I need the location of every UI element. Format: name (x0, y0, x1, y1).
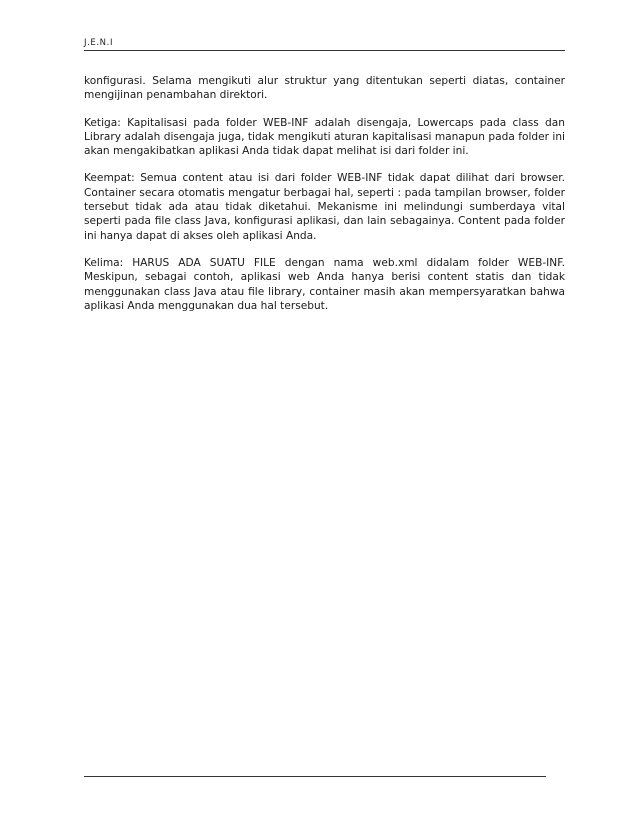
paragraph-kelima: Kelima: HARUS ADA SUATU FILE dengan nama web.xml didalam folder WEB-INF. Meskipun, sebagai contoh, aplikasi web Anda hanya berisi content statis dan tidak menggunakan class Java atau file library, container masih akan mempersyaratkan bahwa aplikasi Anda menggunakan dua hal tersebut. (84, 256, 565, 312)
paragraph-continuation: konfigurasi. Selama mengikuti alur struktur yang ditentukan seperti diatas, container mengijinan penambahan direktori. (84, 75, 565, 102)
paragraph-ketiga: Ketiga: Kapitalisasi pada folder WEB-INF adalah disengaja, Lowercaps pada class dan Library adalah disengaja juga, tidak mengikuti aturan kapitalisasi manapun pada folder ini akan mengakibatkan aplikasi Anda tidak dapat melihat isi dari folder ini. (84, 116, 565, 158)
footer-divider (84, 776, 546, 777)
header-label: J.E.N.I (84, 38, 114, 48)
paragraph-keempat: Keempat: Semua content atau isi dari folder WEB-INF tidak dapat dilihat dari browser. Container secara otomatis mengatur berbagai hal, seperti : pada tampilan browser, folder tersebut tidak ada atau tidak diketahui. Mekanisme ini melindungi sumberdaya vital seperti pada file class Java, konfigurasi aplikasi, dan lain sebagainya. Content pada folder ini hanya dapat di akses oleh aplikasi Anda. (84, 172, 565, 242)
page-header (84, 36, 565, 51)
document-body (84, 74, 565, 326)
